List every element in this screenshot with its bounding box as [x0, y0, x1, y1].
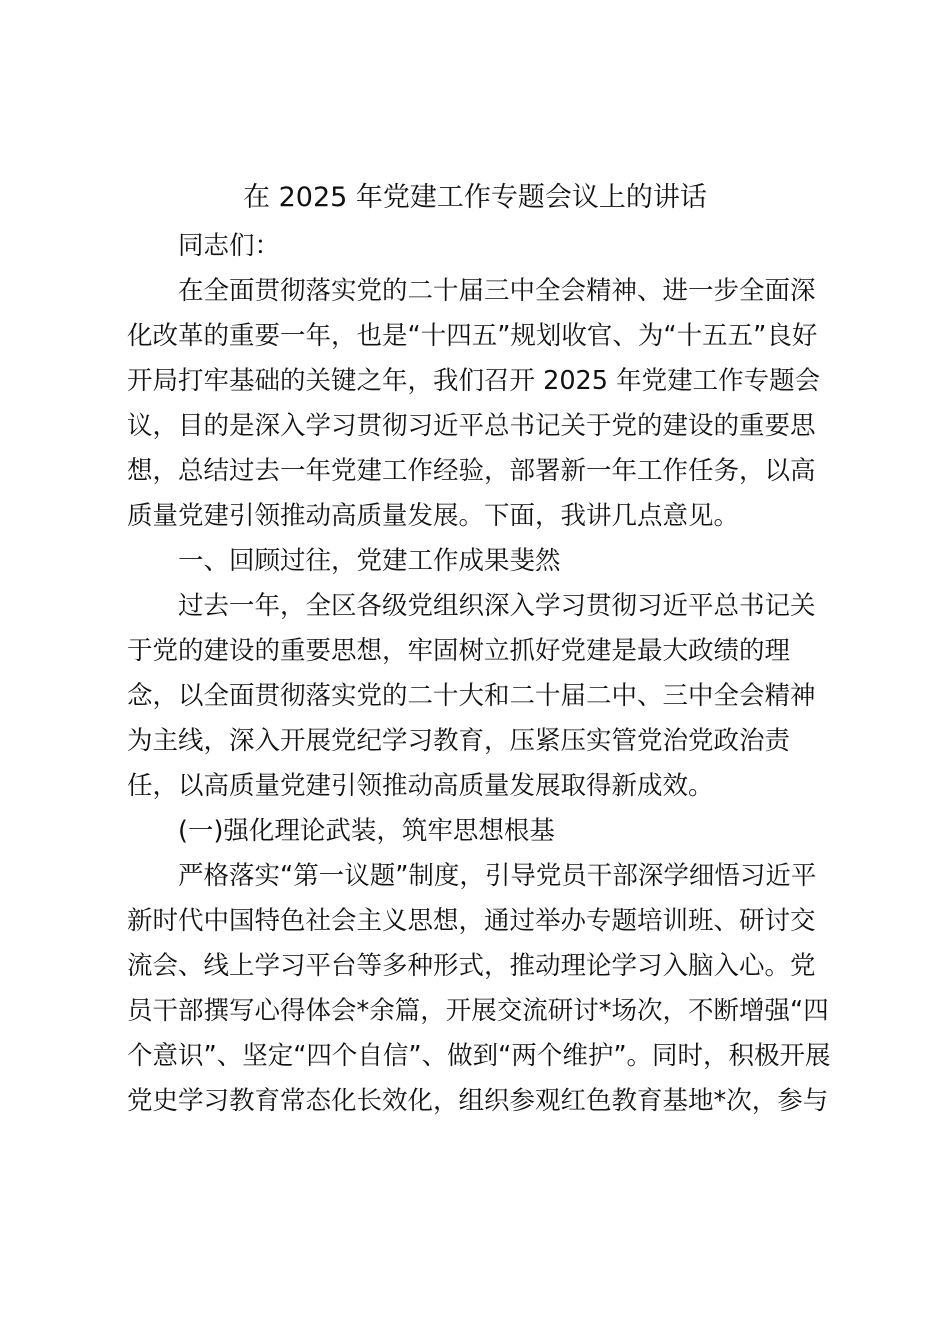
- paragraph-2-line-2: 于党的建设的重要思想，牢固树立抓好党建是最大政绩的理: [127, 636, 791, 666]
- salutation: 同志们：: [178, 231, 281, 261]
- paragraph-2-line-4: 为主线，深入开展党纪学习教育，压紧压实管党治党政治责: [127, 726, 791, 756]
- paragraph-2-line-5: 任，以高质量党建引领推动高质量发展取得新成效。: [127, 771, 714, 801]
- paragraph-1-line-3: 开局打牢基础的关键之年，我们召开 2025 年党建工作专题会: [127, 366, 821, 396]
- paragraph-1-line-1: 在全面贯彻落实党的二十届三中全会精神、进一步全面深: [178, 276, 816, 306]
- paragraph-3-line-1: 严格落实“第一议题”制度，引导党员干部深学细悟习近平: [178, 861, 817, 891]
- paragraph-3-line-5: 个意识”、坚定“四个自信”、做到“两个维护”。同时，积极开展: [127, 1041, 831, 1071]
- paragraph-3-line-4: 员干部撰写心得体会*余篇，开展交流研讨*场次，不断增强“四: [127, 996, 829, 1026]
- paragraph-3-line-3: 流会、线上学习平台等多种形式，推动理论学习入脑入心。党: [127, 951, 816, 981]
- paragraph-1-line-2: 化改革的重要一年，也是“十四五”规划收官、为“十五五”良好: [127, 321, 818, 351]
- subsection-heading-1: (一)强化理论武装，筑牢思想根基: [178, 816, 555, 846]
- paragraph-3-line-2: 新时代中国特色社会主义思想，通过举办专题培训班、研讨交: [127, 906, 816, 936]
- paragraph-1-line-4: 议，目的是深入学习贯彻习近平总书记关于党的建设的重要思: [127, 411, 816, 441]
- paragraph-3-line-6: 党史学习教育常态化长效化，组织参观红色教育基地*次，参与: [127, 1086, 829, 1116]
- section-heading-1: 一、回顾过往，党建工作成果斐然: [178, 546, 561, 576]
- paragraph-1-line-5: 想，总结过去一年党建工作经验，部署新一年工作任务，以高: [127, 456, 816, 486]
- paragraph-2-line-1: 过去一年，全区各级党组织深入学习贯彻习近平总书记关: [178, 591, 816, 621]
- document-title: 在 2025 年党建工作专题会议上的讲话: [243, 182, 707, 213]
- paragraph-1-line-6: 质量党建引领推动高质量发展。下面，我讲几点意见。: [127, 501, 740, 531]
- paragraph-2-line-3: 念，以全面贯彻落实党的二十大和二十届二中、三中全会精神: [127, 681, 816, 711]
